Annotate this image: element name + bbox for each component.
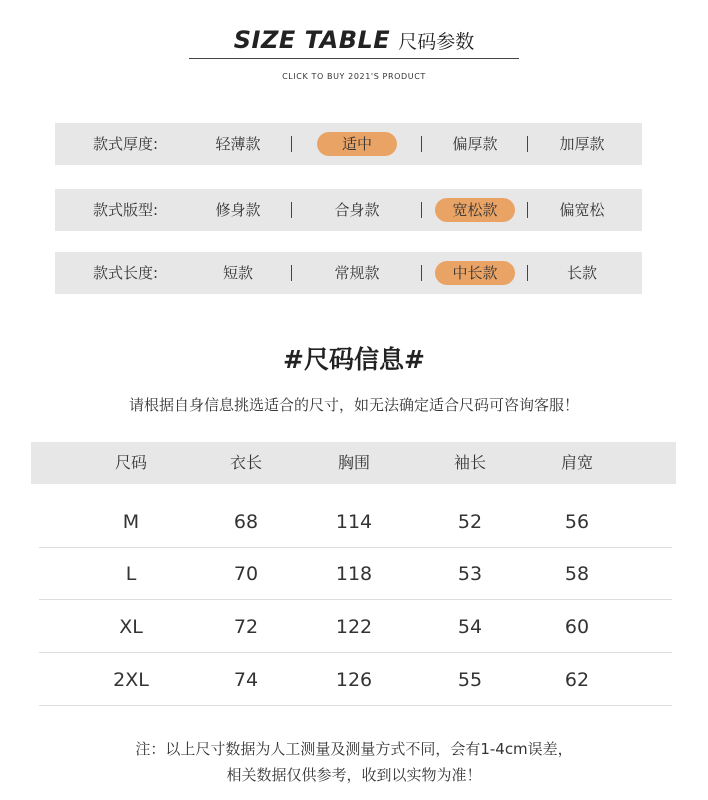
cell-length: 72 bbox=[233, 616, 259, 638]
attribute-label: 款式版型: bbox=[93, 201, 159, 219]
table-row bbox=[39, 548, 672, 600]
cell-shoulder: 56 bbox=[564, 511, 590, 533]
cell-shoulder: 58 bbox=[564, 563, 590, 585]
option-regular-length: 常规款 bbox=[334, 264, 380, 282]
option-short: 短款 bbox=[222, 264, 253, 282]
option-slightly-loose: 偏宽松 bbox=[559, 201, 605, 219]
cell-chest: 114 bbox=[335, 511, 373, 533]
option-long: 长款 bbox=[566, 264, 597, 282]
separator bbox=[421, 136, 422, 152]
separator bbox=[291, 265, 292, 281]
table-row bbox=[39, 601, 672, 653]
column-header-length: 衣长 bbox=[229, 453, 262, 472]
measurement-note-line-2: 相关数据仅供参考，收到以实物为准！ bbox=[226, 766, 482, 784]
cell-chest: 118 bbox=[335, 563, 373, 585]
cell-chest: 126 bbox=[335, 669, 373, 691]
attribute-label: 款式长度: bbox=[93, 264, 159, 282]
cell-sleeve: 53 bbox=[457, 563, 483, 585]
option-medium-selected: 适中 bbox=[317, 123, 397, 165]
option-extra-thick: 加厚款 bbox=[559, 135, 605, 153]
table-row bbox=[39, 496, 672, 548]
cell-sleeve: 52 bbox=[457, 511, 483, 533]
option-regular-fit: 合身款 bbox=[334, 201, 380, 219]
measurement-note-line-1: 注：以上尺寸数据为人工测量及测量方式不同，会有1-4cm误差， bbox=[135, 740, 573, 758]
option-loose-selected: 宽松款 bbox=[435, 189, 515, 231]
cell-size: 2XL bbox=[113, 669, 149, 691]
separator bbox=[421, 265, 422, 281]
table-row bbox=[39, 654, 672, 706]
cell-sleeve: 54 bbox=[457, 616, 483, 638]
separator bbox=[291, 136, 292, 152]
attribute-label: 款式厚度: bbox=[93, 135, 159, 153]
cell-size: L bbox=[125, 563, 137, 585]
cell-chest: 122 bbox=[335, 616, 373, 638]
title-underline bbox=[189, 58, 519, 59]
separator bbox=[527, 265, 528, 281]
option-slim: 修身款 bbox=[215, 201, 261, 219]
column-header-size: 尺码 bbox=[114, 453, 147, 472]
cell-length: 74 bbox=[233, 669, 259, 691]
separator bbox=[421, 202, 422, 218]
cell-sleeve: 55 bbox=[457, 669, 483, 691]
option-thick: 偏厚款 bbox=[452, 135, 498, 153]
cell-shoulder: 62 bbox=[564, 669, 590, 691]
option-light: 轻薄款 bbox=[215, 135, 261, 153]
attribute-bar-thickness bbox=[55, 123, 642, 165]
cell-size: XL bbox=[119, 616, 143, 638]
cell-size: M bbox=[122, 511, 140, 533]
subtitle: CLICK TO BUY 2021'S PRODUCT bbox=[282, 72, 426, 81]
cell-length: 70 bbox=[233, 563, 259, 585]
attribute-bar-length bbox=[55, 252, 642, 294]
column-header-shoulder: 肩宽 bbox=[560, 453, 593, 472]
title-english: SIZE TABLE bbox=[233, 26, 391, 54]
separator bbox=[291, 202, 292, 218]
cell-shoulder: 60 bbox=[564, 616, 590, 638]
size-info-heading: #尺码信息# bbox=[283, 345, 425, 374]
option-mid-long-selected: 中长款 bbox=[435, 252, 515, 294]
attribute-bar-fit bbox=[55, 189, 642, 231]
column-header-chest: 胸围 bbox=[337, 453, 370, 472]
page-title bbox=[0, 26, 708, 54]
separator bbox=[527, 136, 528, 152]
size-info-description: 请根据自身信息挑选适合的尺寸，如无法确定适合尺码可咨询客服！ bbox=[128, 396, 579, 414]
title-chinese: 尺码参数 bbox=[398, 30, 475, 53]
column-header-sleeve: 袖长 bbox=[453, 453, 486, 472]
cell-length: 68 bbox=[233, 511, 259, 533]
separator bbox=[527, 202, 528, 218]
size-table-header bbox=[31, 442, 676, 484]
